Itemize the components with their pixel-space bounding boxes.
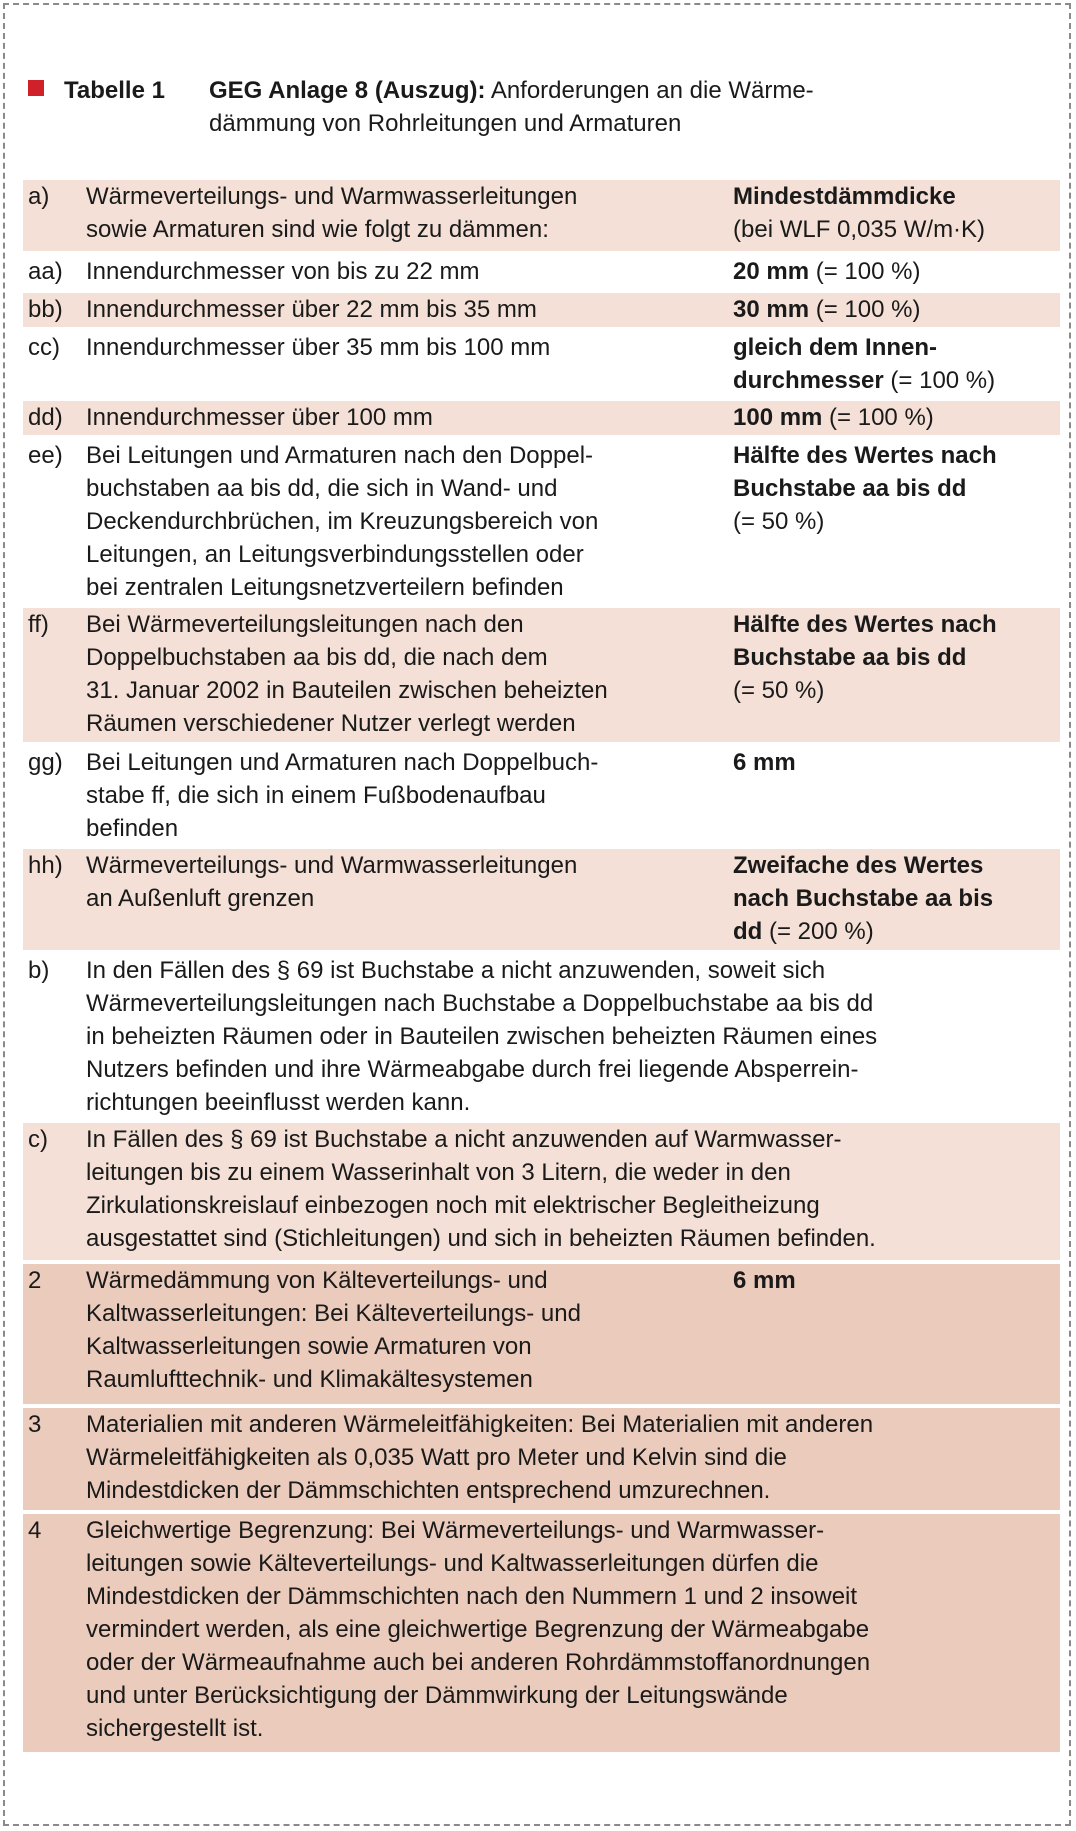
row-label: 3 xyxy=(28,1411,42,1438)
row-value: 100 mm (= 100 %) xyxy=(733,404,934,431)
row-label: bb) xyxy=(28,296,63,323)
row-text: In Fällen des § 69 ist Buchstabe a nicht anzuwenden auf Warmwasser- leitungen bis zu einem Wasserinhalt von 3 Litern, die weder in den Zirkulationskreislauf einbezogen noch mit elektrischer Begleitheizung ausgestattet sind (Stichleitungen) und sich in beheizten Räumen befinden. xyxy=(86,1126,876,1252)
row-label: b) xyxy=(28,957,50,984)
row-label: 2 xyxy=(28,1267,42,1294)
table-row xyxy=(23,950,1060,1119)
row-text: Wärmeverteilungs- und Warmwasserleitungen sowie Armaturen sind wie folgt zu dämmen: xyxy=(86,183,578,243)
row-text: Wärmeverteilungs- und Warmwasserleitungen an Außenluft grenzen xyxy=(86,852,578,912)
row-value: Mindestdämmdicke (bei WLF 0,035 W/m·K) xyxy=(733,183,986,243)
row-label: 4 xyxy=(28,1517,42,1544)
row-text: Innendurchmesser über 35 mm bis 100 mm xyxy=(86,334,551,361)
table-row xyxy=(23,604,1060,742)
row-value: Hälfte des Wertes nach Buchstabe aa bis dd (= 50 %) xyxy=(733,442,997,535)
row-text: In den Fällen des § 69 ist Buchstabe a nicht anzuwenden, soweit sich Wärmeverteilungsleitungen nach Buchstabe a Doppelbuchstabe aa bis dd in beheizten Räumen oder in Bauteilen zwischen beheizten Räumen eines Nutzers befinden und ihre Wärmeabgabe durch frei liegende Absperrein- richtungen beeinflusst werden kann. xyxy=(86,957,878,1116)
table-row xyxy=(23,289,1060,327)
row-text: Innendurchmesser über 100 mm xyxy=(86,404,433,431)
row-label: ee) xyxy=(28,442,63,469)
table-row xyxy=(23,397,1060,435)
table-row xyxy=(23,1260,1060,1404)
row-value: gleich dem Innen- durchmesser (= 100 %) xyxy=(733,334,996,394)
row-text: Bei Wärmeverteilungsleitungen nach den Doppelbuchstaben aa bis dd, die nach dem 31. Januar 2002 in Bauteilen zwischen beheizten Räumen verschiedener Nutzer verlegt werden xyxy=(86,611,608,737)
row-label: gg) xyxy=(28,749,63,776)
row-label: aa) xyxy=(28,258,63,285)
row-label: hh) xyxy=(28,852,63,879)
row-text: Bei Leitungen und Armaturen nach den Doppel- buchstaben aa bis dd, die sich in Wand- und Deckendurchbrüchen, im Kreuzungsbereich von Leitungen, an Leitungsverbindungsstellen oder bei zentralen Leitungsnetzverteilern befinden xyxy=(86,442,599,601)
row-text: Wärmedämmung von Kälteverteilungs- und Kaltwasserleitungen: Bei Kälteverteilungs- und Kaltwasserleitungen sowie Armaturen von Raumlufttechnik- und Klimakältesystemen xyxy=(86,1267,581,1393)
table-title-line2: dämmung von Rohrleitungen und Armaturen xyxy=(209,110,682,137)
insulation-requirements-table xyxy=(23,180,1060,1752)
table-row xyxy=(23,1510,1060,1752)
row-value: 20 mm (= 100 %) xyxy=(733,258,921,285)
row-value: 6 mm xyxy=(733,1267,796,1294)
table-row xyxy=(23,742,1060,845)
table-row xyxy=(23,845,1060,950)
table-title-rest: Anforderungen an die Wärme- xyxy=(485,77,814,104)
table-number: Tabelle 1 xyxy=(64,77,165,104)
row-label: dd) xyxy=(28,404,63,431)
row-text: Innendurchmesser von bis zu 22 mm xyxy=(86,258,480,285)
row-value: 6 mm xyxy=(733,749,796,776)
row-value: Hälfte des Wertes nach Buchstabe aa bis dd (= 50 %) xyxy=(733,611,997,704)
row-text: Materialien mit anderen Wärmeleitfähigkeiten: Bei Materialien mit anderen Wärmeleitfähigkeiten als 0,035 Watt pro Meter und Kelvin sind die Mindestdicken der Dämmschichten entsprechend umzurechnen. xyxy=(86,1411,874,1504)
row-label: c) xyxy=(28,1126,48,1153)
row-value: Zweifache des Wertes nach Buchstabe aa bis dd (= 200 %) xyxy=(733,852,994,945)
row-text: Bei Leitungen und Armaturen nach Doppelbuch- stabe ff, die sich in einem Fußbodenaufbau befinden xyxy=(86,749,599,842)
row-label: a) xyxy=(28,183,50,210)
table-row xyxy=(23,327,1060,397)
table-row xyxy=(23,180,1060,251)
table-row xyxy=(23,435,1060,604)
row-label: ff) xyxy=(28,611,49,638)
table-title-bold: GEG Anlage 8 (Auszug): xyxy=(209,77,486,104)
table-row xyxy=(23,1404,1060,1510)
row-text: Gleichwertige Begrenzung: Bei Wärmeverteilungs- und Warmwasser- leitungen sowie Kälteverteilungs- und Kaltwasserleitungen dürfen die Mindestdicken der Dämmschichten nach den Nummern 1 und 2 insoweit vermindert werden, als eine gleichwertige Begrenzung der Wärmeabgabe oder der Wärmeaufnahme auch bei anderen Rohrdämmstoffanordnungen und unter Berücksichtigung der Dämmwirkung der Leitungswände sichergestellt ist. xyxy=(86,1517,871,1742)
table-title xyxy=(209,74,969,140)
title-marker-square xyxy=(28,80,44,96)
row-value: 30 mm (= 100 %) xyxy=(733,296,921,323)
row-text: Innendurchmesser über 22 mm bis 35 mm xyxy=(86,296,537,323)
row-label: cc) xyxy=(28,334,60,361)
table-row xyxy=(23,1119,1060,1260)
table-row xyxy=(23,251,1060,289)
